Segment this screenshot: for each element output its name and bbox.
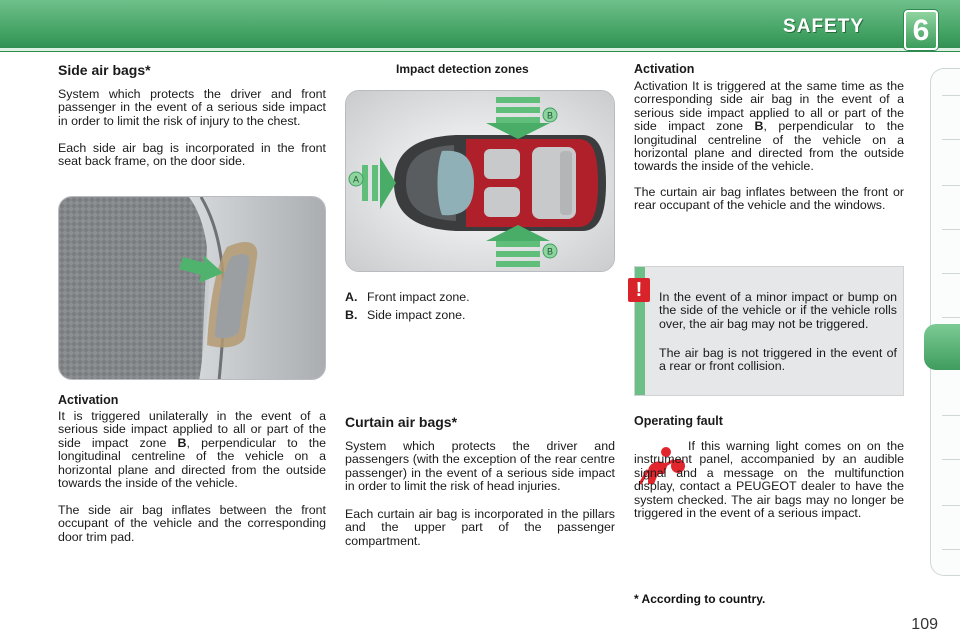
impact-zones-diagram xyxy=(345,90,615,272)
side-air-bags-para-1: System which protects the driver and front passenger in the event of a serious side impact in order to limit the risk of injury to the chest. xyxy=(58,87,326,128)
tab-divider xyxy=(942,229,960,230)
legend-key: A. xyxy=(345,290,358,304)
tab-divider xyxy=(942,95,960,96)
curtain-air-bags-para-2: Each curtain air bag is incorporated in the pillars and the upper part of the passenger compartment. xyxy=(345,507,615,548)
page-number: 109 xyxy=(911,616,938,633)
impact-zones-legend xyxy=(345,288,615,324)
legend-item xyxy=(345,288,615,306)
curtain-activation-text-cont: , perpendicular to the longitudinal centreline of the vehicle on a horizontal plane and directed from the outside towards the inside of the vehicle. xyxy=(634,119,904,174)
curtain-activation-para-1 xyxy=(634,80,904,174)
section-title: SAFETY xyxy=(783,16,864,37)
tab-divider xyxy=(942,549,960,550)
side-activation-para-2: The side air bag inflates between the front occupant of the vehicle and the corresponding door trim pad. xyxy=(58,503,326,544)
tab-divider xyxy=(942,185,960,186)
zone-b-ref: B xyxy=(754,119,764,134)
chapter-tab-active[interactable] xyxy=(924,324,960,370)
tab-divider xyxy=(942,139,960,140)
seat-illustration xyxy=(59,197,326,380)
legend-key: B. xyxy=(345,308,358,322)
operating-fault-heading: Operating fault xyxy=(634,414,723,428)
side-activation-text: It is triggered unilaterally in the event of a serious side impact applied to all or part of the side impact zone xyxy=(58,409,326,450)
header-divider xyxy=(0,48,960,51)
legend-item xyxy=(345,306,615,324)
warning-note-para-1: In the event of a minor impact or bump on the side of the vehicle or if the vehicle rolls over, the air bag may not be triggered. xyxy=(659,290,897,331)
side-activation-heading: Activation xyxy=(58,393,119,407)
seat-airbag-image xyxy=(58,196,326,380)
warning-note-box xyxy=(634,266,904,396)
side-activation-text-cont: , perpendicular to the longitudinal centreline of the vehicle on a horizontal plane and directed from the outside towards the inside of the vehicle. xyxy=(58,435,326,491)
tab-divider xyxy=(942,415,960,416)
car-top-view-illustration xyxy=(346,91,615,272)
side-activation-para-1 xyxy=(58,410,326,490)
tab-divider xyxy=(942,505,960,506)
footnote: * According to country. xyxy=(634,592,766,606)
curtain-air-bags-heading: Curtain air bags* xyxy=(345,414,458,430)
tab-divider xyxy=(942,317,960,318)
curtain-air-bags-para-1: System which protects the driver and passengers (with the exception of the rear centre passenger) in the event of a serious side impact in order to limit the risk of head injuries. xyxy=(345,439,615,494)
operating-fault-text: If this warning light comes on on the instrument panel, accompanied by an audible signal and a message on the multifunction display, contact a PEUGEOT dealer to have the system checked. The air bags may no longer be triggered in the event of a serious impact. xyxy=(634,439,904,521)
chapter-number-badge: 6 xyxy=(904,10,938,50)
zone-b-label-bottom: B xyxy=(546,246,554,257)
legend-text: Side impact zone. xyxy=(367,308,466,322)
impact-zones-heading: Impact detection zones xyxy=(396,62,529,76)
chapter-tabs xyxy=(930,68,960,576)
tab-divider xyxy=(942,273,960,274)
side-air-bags-heading: Side air bags* xyxy=(58,62,151,78)
zone-b-ref: B xyxy=(177,435,187,450)
warning-note-para-2: The air bag is not triggered in the event of a rear or front collision. xyxy=(659,346,897,374)
zone-a-label: A xyxy=(352,174,360,185)
curtain-activation-heading: Activation xyxy=(634,62,695,76)
zone-b-label-top: B xyxy=(546,110,554,121)
warning-exclamation-icon: ! xyxy=(628,278,650,302)
side-air-bags-para-2: Each side air bag is incorporated in the front seat back frame, on the door side. xyxy=(58,141,326,169)
curtain-activation-text: Activation It is triggered at the same time as the corresponding side air bag in the event of a serious side impact applied to all or part of the side impact zone xyxy=(634,79,904,134)
tab-divider xyxy=(942,459,960,460)
legend-text: Front impact zone. xyxy=(367,290,470,304)
curtain-activation-para-2: The curtain air bag inflates between the front or rear occupant of the vehicle and the windows. xyxy=(634,185,904,213)
